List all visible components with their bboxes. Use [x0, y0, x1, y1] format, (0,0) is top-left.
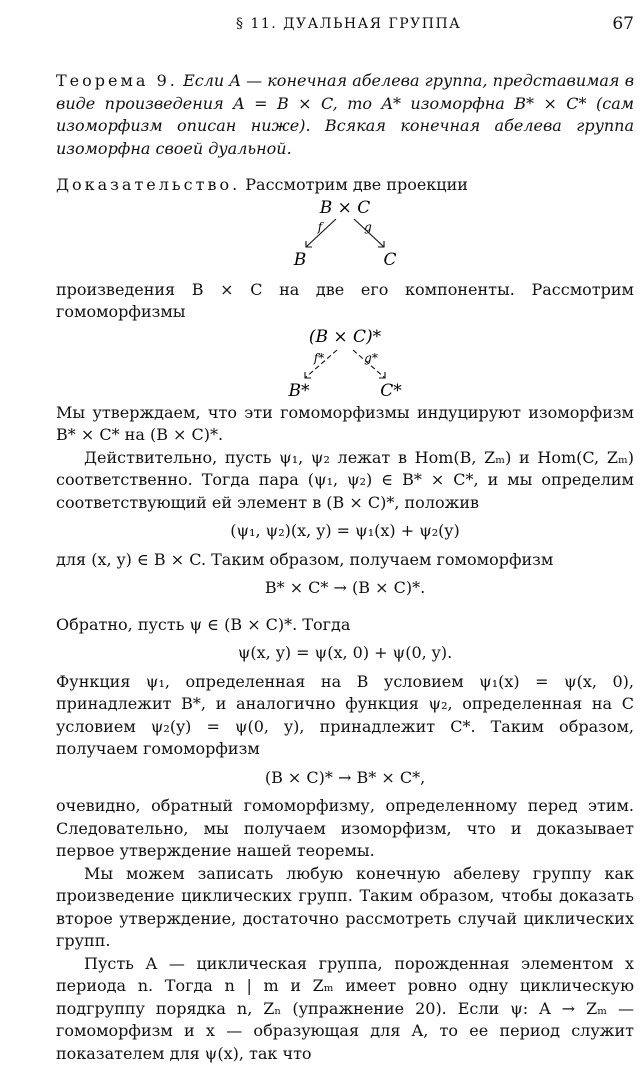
diagram2-bottom-right: C* [380, 381, 402, 401]
page-body [56, 70, 634, 1065]
proof-paragraph-5: Функция ψ₁, определенная на B условием ψ₁(x) = ψ(x, 0), принадлежит B*, и аналогично функция ψ₂, определенная на C условием ψ₂(y) = ψ(0, y), принадлежит C*. Таким образом, получаем гомоморфизм [56, 671, 634, 761]
proof-paragraph-3: для (x, y) ∈ B × C. Таким образом, получаем гомоморфизм [56, 549, 634, 572]
proof-after-diagram1: произведения B × C на две его компоненты. Рассмотрим гомоморфизмы [56, 279, 634, 324]
formula-4: (B × C)* → B* × C*, [56, 767, 634, 790]
diagram1-top: B × C [319, 198, 371, 218]
proof-paragraph-1: Мы утверждаем, что эти гомоморфизмы индуцируют изоморфизм B* × C* на (B × C)*. [56, 402, 634, 447]
theorem-statement [56, 70, 634, 160]
proof-paragraph-8: Пусть A — циклическая группа, порожденная элементом x периода n. Тогда n | m и Zₘ имеет ровно одну циклическую подгруппу порядка n, Zₙ (упражнение 20). Если ψ: A → Zₘ — гомоморфизм и x — образующая для A, то ее период служит показателем для ψ(x), так что [56, 953, 634, 1065]
projection-diagram [56, 197, 634, 271]
proof-paragraph-7: Мы можем записать любую конечную абелеву группу как произведение циклических групп. Таким образом, чтобы доказать второе утверждение, достаточно рассмотреть случай циклических групп. [56, 863, 634, 953]
label-g-star: g* [364, 351, 378, 365]
diagram1-bottom-right: C [383, 250, 396, 270]
proof-paragraph-2: Действительно, пусть ψ₁, ψ₂ лежат в Hom(B, Zₘ) и Hom(C, Zₘ) соответственно. Тогда пара (ψ₁, ψ₂) ∈ B* × C*, и мы определим соответствующий ей элемент в (B × C)*, положив [56, 447, 634, 515]
proof-paragraph-6: очевидно, обратный гомоморфизму, определенному перед этим. Следовательно, мы получаем изоморфизм, что и доказывает первое утверждение нашей теоремы. [56, 795, 634, 863]
diagram2-top: (B × C)* [309, 327, 382, 347]
diagram2-bottom-left: B* [288, 381, 310, 401]
theorem-label: Теорема 9. [56, 71, 178, 90]
formula-1: (ψ₁, ψ₂)(x, y) = ψ₁(x) + ψ₂(y) [56, 520, 634, 543]
proof-intro [56, 174, 634, 197]
page-header [56, 14, 634, 38]
label-f: f [317, 220, 325, 234]
book-page [56, 0, 634, 1000]
projection-diagram-svg [280, 197, 410, 271]
formula-3: ψ(x, y) = ψ(x, 0) + ψ(0, y). [56, 642, 634, 665]
proof-intro-text: Рассмотрим две проекции [245, 175, 468, 194]
label-g: g [364, 220, 372, 234]
dual-diagram-svg [275, 324, 415, 402]
proof-paragraph-4: Обратно, пусть ψ ∈ (B × C)*. Тогда [56, 614, 634, 637]
dual-diagram [56, 324, 634, 402]
formula-2: B* × C* → (B × C)*. [56, 577, 634, 600]
page-number: 67 [612, 14, 634, 34]
diagram1-bottom-left: B [293, 250, 307, 270]
running-title: § 11. ДУАЛЬНАЯ ГРУППА [236, 16, 461, 32]
theorem-text: Если A — конечная абелева группа, представимая в виде произведения A = B × C, то A* изоморфна B* × C* (сам изоморфизм описан ниже). Всякая конечная абелева группа изоморфна своей дуальной. [56, 71, 634, 158]
proof-label: Доказательство. [56, 175, 240, 194]
label-f-star: f* [313, 351, 324, 365]
